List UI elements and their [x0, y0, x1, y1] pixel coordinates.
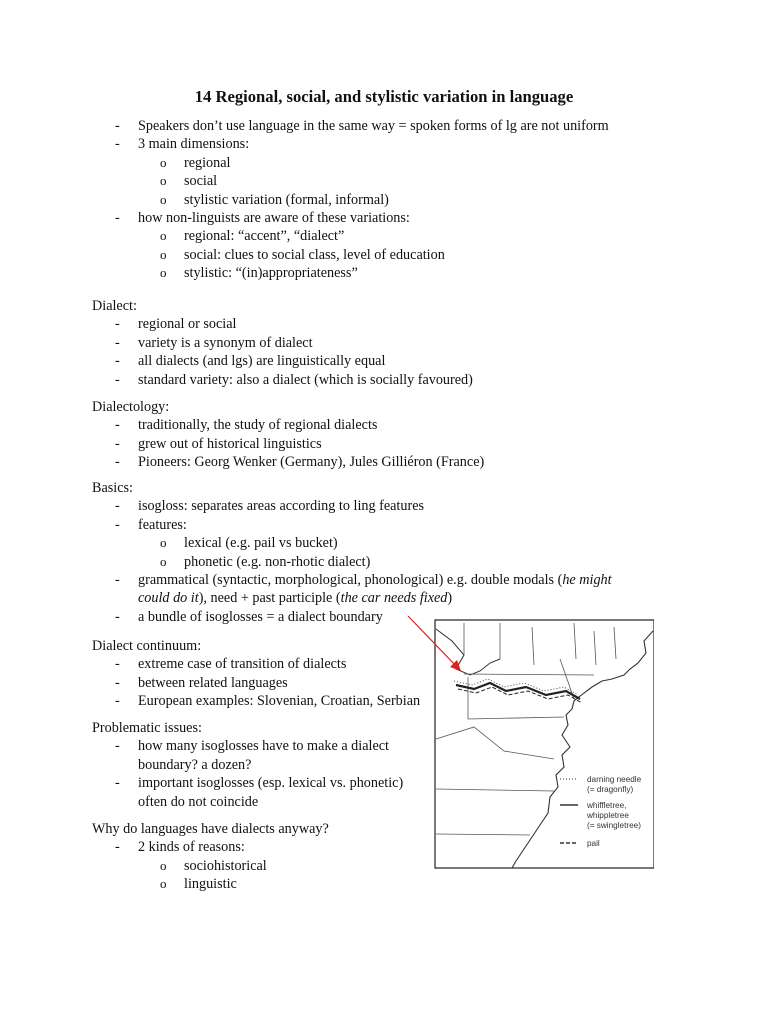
arrow-shaft — [408, 616, 458, 668]
bullet-circle: o — [160, 228, 167, 244]
list-item: - 2 kinds of reasons: — [115, 839, 245, 856]
dialectology-section — [92, 398, 672, 472]
list-item: - 3 main dimensions: — [115, 136, 250, 153]
list-item: - regional or social — [115, 316, 237, 333]
list-item: - all dialects (and lgs) are linguistically equal — [115, 353, 386, 370]
bullet-dash: - — [115, 435, 120, 452]
bullet-dash: - — [115, 738, 120, 755]
bullet-dash: - — [115, 674, 120, 691]
intro-section — [92, 117, 672, 283]
list-item: - European examples: Slovenian, Croatian, Serbian — [115, 693, 421, 710]
bullet-dash: - — [115, 353, 120, 370]
bullet-dash: - — [115, 454, 120, 471]
bullet-circle: o — [160, 173, 167, 189]
bullet-circle: o — [160, 154, 167, 170]
bullet-circle: o — [160, 246, 167, 262]
sub-list-item: o stylistic variation (formal, informal) — [160, 191, 389, 208]
basics-section — [92, 479, 672, 626]
bullet-dash: - — [115, 516, 120, 533]
section-heading: Dialectology: — [92, 399, 170, 415]
pointer-arrow-icon — [400, 610, 470, 680]
bullet-circle: o — [160, 857, 167, 873]
list-item: - features: — [115, 516, 187, 533]
list-item: - grew out of historical linguistics — [115, 435, 322, 452]
dialect-section — [92, 297, 672, 389]
bullet-dash: - — [115, 693, 120, 710]
sub-list-item: o phonetic (e.g. non-rhotic dialect) — [160, 553, 371, 570]
legend-dragonfly: (= dragonfly) — [587, 785, 634, 794]
bullet-circle: o — [160, 191, 167, 207]
sub-list-item: o stylistic: “(in)appropriateness” — [160, 265, 358, 282]
list-item: - traditionally, the study of regional dialects — [115, 417, 378, 434]
bullet-dash: - — [115, 839, 120, 856]
problematic-section — [92, 719, 430, 811]
sub-list-item: o regional: “accent”, “dialect” — [160, 228, 345, 245]
section-heading: Problematic issues: — [92, 720, 202, 736]
bullet-dash: - — [115, 118, 120, 134]
list-item: - Pioneers: Georg Wenker (Germany), Jules Gilliéron (France) — [115, 454, 485, 471]
sub-list-item: o social — [160, 173, 218, 190]
bullet-dash: - — [115, 775, 120, 792]
page-title: 14 Regional, social, and stylistic variation in language — [194, 87, 574, 106]
list-item: - Speakers don’t use language in the same way = spoken forms of lg are not uniform — [115, 118, 609, 134]
bullet-dash: - — [115, 316, 120, 333]
bullet-circle: o — [160, 265, 167, 281]
legend-pail: pail — [587, 839, 600, 848]
legend-whiffletree: whiffletree, — [587, 801, 627, 810]
bullet-dash: - — [115, 498, 120, 515]
list-item: - extreme case of transition of dialects — [115, 656, 347, 673]
list-item: - how non-linguists are aware of these variations: — [115, 210, 410, 227]
bullet-dash: - — [115, 417, 120, 434]
list-item: - isogloss: separates areas according to ling features — [115, 498, 425, 515]
sub-list-item: o regional — [160, 154, 231, 171]
list-item: - standard variety: also a dialect (which is socially favoured) — [115, 371, 473, 388]
section-heading: Dialect: — [92, 298, 137, 314]
section-heading: Why do languages have dialects anyway? — [92, 821, 329, 837]
legend-swingletree: (= swingletree) — [587, 821, 641, 830]
list-item: - between related languages — [115, 674, 288, 691]
list-item: - important isoglosses (esp. lexical vs. phonetic) often do not coincide — [115, 775, 404, 810]
section-heading: Dialect continuum: — [92, 638, 202, 654]
bullet-dash: - — [115, 608, 120, 625]
sub-list-item: o social: clues to social class, level of education — [160, 246, 445, 263]
bullet-dash: - — [115, 656, 120, 673]
bullet-circle: o — [160, 553, 167, 569]
section-heading: Basics: — [92, 480, 133, 496]
bullet-dash: - — [115, 210, 120, 227]
list-item: - variety is a synonym of dialect — [115, 334, 313, 351]
list-item: - how many isoglosses have to make a dialect boundary? a dozen? — [115, 738, 389, 773]
list-item: - a bundle of isoglosses = a dialect boundary — [115, 608, 383, 625]
bullet-dash: - — [115, 334, 120, 351]
legend-darning-needle: darning needle — [587, 775, 642, 784]
legend-whippletree: whippletree — [587, 811, 629, 820]
bullet-circle: o — [160, 535, 167, 551]
list-item: - grammatical (syntactic, morphological, phonological) e.g. double modals (he might could do it), need + past participle (the car needs fixed) — [115, 572, 612, 607]
bullet-dash: - — [115, 136, 120, 153]
bullet-dash: - — [115, 371, 120, 388]
sub-list-item: o sociohistorical — [160, 857, 267, 874]
bullet-circle: o — [160, 876, 167, 892]
sub-list-item: o linguistic — [160, 876, 237, 893]
bullet-dash: - — [115, 572, 120, 589]
sub-list-item: o lexical (e.g. pail vs bucket) — [160, 535, 338, 552]
